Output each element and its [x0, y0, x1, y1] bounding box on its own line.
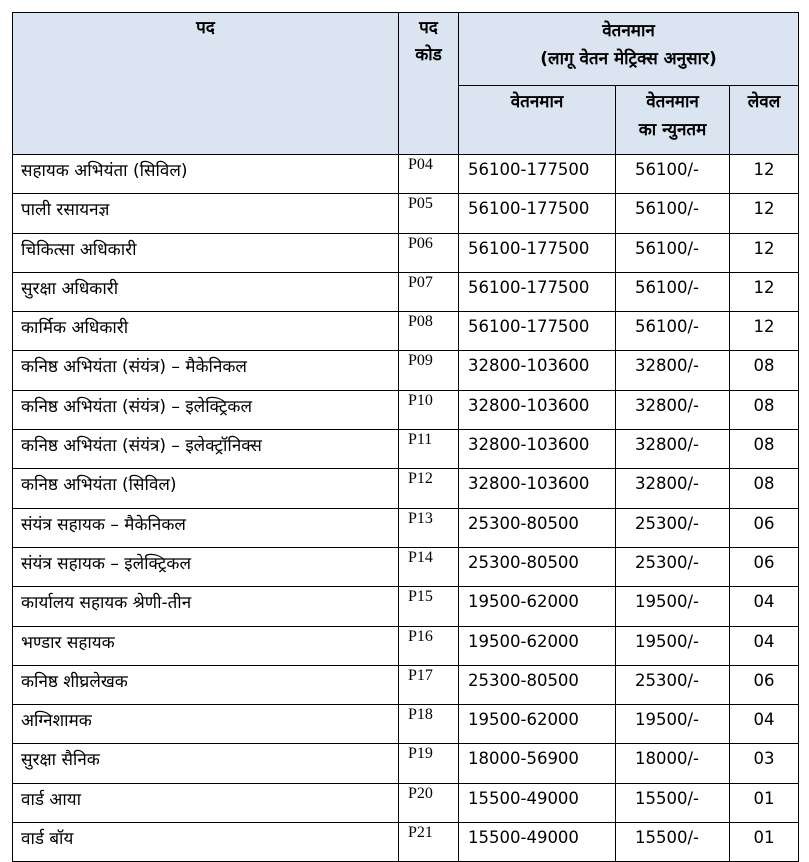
header-post-code-line2: कोड: [415, 45, 442, 65]
pay-scale-cell: 56100-177500: [459, 272, 616, 311]
table-header: [13, 13, 799, 155]
post-code-cell: P21: [399, 823, 459, 862]
post-name-cell: कार्यालय सहायक श्रेणी-तीन: [13, 587, 399, 626]
post-name-cell: कनिष्ठ शीघ्रलेखक: [13, 665, 399, 704]
pay-scale-cell: 32800-103600: [459, 430, 616, 469]
post-code-cell: P10: [399, 390, 459, 429]
post-code-cell: P19: [399, 744, 459, 783]
pay-scale-cell: 56100-177500: [459, 312, 616, 351]
post-code-cell: P11: [399, 430, 459, 469]
table-row: [13, 744, 799, 783]
pay-scale-cell: 56100-177500: [459, 233, 616, 272]
post-name-cell: सुरक्षा अधिकारी: [13, 272, 399, 311]
minimum-pay-cell: 56100/-: [616, 272, 730, 311]
table-row: [13, 430, 799, 469]
pay-scale-cell: 15500-49000: [459, 783, 616, 822]
level-cell: 12: [730, 312, 799, 351]
level-cell: 08: [730, 469, 799, 508]
post-name-cell: वार्ड बॉय: [13, 823, 399, 862]
minimum-pay-cell: 56100/-: [616, 155, 730, 194]
table-row: [13, 155, 799, 194]
header-level: लेवल: [730, 86, 799, 155]
pay-scale-cell: 18000-56900: [459, 744, 616, 783]
minimum-pay-cell: 32800/-: [616, 469, 730, 508]
table-row: [13, 390, 799, 429]
minimum-pay-cell: 56100/-: [616, 233, 730, 272]
level-cell: 08: [730, 430, 799, 469]
minimum-pay-cell: 56100/-: [616, 312, 730, 351]
header-minimum-line1: वेतनमान: [646, 92, 699, 112]
minimum-pay-cell: 19500/-: [616, 587, 730, 626]
post-code-cell: P12: [399, 469, 459, 508]
table-row: [13, 272, 799, 311]
post-code-cell: P18: [399, 705, 459, 744]
post-name-cell: वार्ड आया: [13, 783, 399, 822]
post-code-cell: P06: [399, 233, 459, 272]
post-name-cell: कनिष्ठ अभियंता (संयंत्र) – इलेक्ट्रिकल: [13, 390, 399, 429]
table-row: [13, 665, 799, 704]
minimum-pay-cell: 19500/-: [616, 705, 730, 744]
post-name-cell: कनिष्ठ अभियंता (संयंत्र) – मैकेनिकल: [13, 351, 399, 390]
post-code-cell: P16: [399, 626, 459, 665]
table-row: [13, 508, 799, 547]
table-row: [13, 705, 799, 744]
header-pay-scale-group-line2: (लागू वेतन मेट्रिक्स अनुसार): [540, 49, 717, 69]
pay-scale-cell: 19500-62000: [459, 626, 616, 665]
level-cell: 12: [730, 272, 799, 311]
table-body: [13, 155, 799, 862]
post-name-cell: कनिष्ठ अभियंता (सिविल): [13, 469, 399, 508]
pay-scale-table: [12, 12, 799, 862]
pay-scale-cell: 32800-103600: [459, 351, 616, 390]
post-name-cell: अग्निशामक: [13, 705, 399, 744]
minimum-pay-cell: 18000/-: [616, 744, 730, 783]
minimum-pay-cell: 56100/-: [616, 194, 730, 233]
post-code-cell: P17: [399, 665, 459, 704]
post-name-cell: सुरक्षा सैनिक: [13, 744, 399, 783]
minimum-pay-cell: 32800/-: [616, 351, 730, 390]
header-pay-scale: वेतनमान: [459, 86, 616, 155]
minimum-pay-cell: 19500/-: [616, 626, 730, 665]
table-row: [13, 547, 799, 586]
level-cell: 01: [730, 823, 799, 862]
table-row: [13, 351, 799, 390]
table-row: [13, 469, 799, 508]
level-cell: 06: [730, 665, 799, 704]
pay-scale-cell: 56100-177500: [459, 194, 616, 233]
post-code-cell: P05: [399, 194, 459, 233]
level-cell: 08: [730, 351, 799, 390]
minimum-pay-cell: 15500/-: [616, 783, 730, 822]
pay-scale-cell: 32800-103600: [459, 390, 616, 429]
post-name-cell: पाली रसायनज्ञ: [13, 194, 399, 233]
post-name-cell: भण्डार सहायक: [13, 626, 399, 665]
minimum-pay-cell: 32800/-: [616, 390, 730, 429]
pay-scale-cell: 56100-177500: [459, 155, 616, 194]
header-minimum-line2: का न्युनतम: [638, 120, 707, 140]
level-cell: 06: [730, 508, 799, 547]
post-code-cell: P08: [399, 312, 459, 351]
level-cell: 04: [730, 626, 799, 665]
pay-scale-cell: 32800-103600: [459, 469, 616, 508]
pay-scale-cell: 25300-80500: [459, 665, 616, 704]
header-post-code: [399, 13, 459, 155]
post-name-cell: संयंत्र सहायक – मैकेनिकल: [13, 508, 399, 547]
post-name-cell: चिकित्सा अधिकारी: [13, 233, 399, 272]
post-code-cell: P20: [399, 783, 459, 822]
level-cell: 01: [730, 783, 799, 822]
table-row: [13, 312, 799, 351]
minimum-pay-cell: 25300/-: [616, 547, 730, 586]
post-name-cell: संयंत्र सहायक – इलेक्ट्रिकल: [13, 547, 399, 586]
level-cell: 08: [730, 390, 799, 429]
level-cell: 12: [730, 194, 799, 233]
post-name-cell: कार्मिक अधिकारी: [13, 312, 399, 351]
table-row: [13, 626, 799, 665]
table-row: [13, 823, 799, 862]
post-code-cell: P04: [399, 155, 459, 194]
level-cell: 06: [730, 547, 799, 586]
minimum-pay-cell: 25300/-: [616, 665, 730, 704]
post-code-cell: P09: [399, 351, 459, 390]
header-post-code-line1: पद: [419, 18, 438, 38]
level-cell: 04: [730, 705, 799, 744]
pay-scale-cell: 19500-62000: [459, 705, 616, 744]
table-row: [13, 783, 799, 822]
table-row: [13, 194, 799, 233]
post-name-cell: सहायक अभियंता (सिविल): [13, 155, 399, 194]
pay-scale-cell: 25300-80500: [459, 508, 616, 547]
table-row: [13, 587, 799, 626]
level-cell: 03: [730, 744, 799, 783]
post-code-cell: P15: [399, 587, 459, 626]
header-post: पद: [13, 13, 399, 155]
table-row: [13, 233, 799, 272]
level-cell: 12: [730, 233, 799, 272]
level-cell: 04: [730, 587, 799, 626]
post-name-cell: कनिष्ठ अभियंता (संयंत्र) – इलेक्ट्रॉनिक्स: [13, 430, 399, 469]
post-code-cell: P07: [399, 272, 459, 311]
header-minimum: [616, 86, 730, 155]
pay-scale-cell: 15500-49000: [459, 823, 616, 862]
post-code-cell: P13: [399, 508, 459, 547]
pay-scale-cell: 19500-62000: [459, 587, 616, 626]
level-cell: 12: [730, 155, 799, 194]
minimum-pay-cell: 25300/-: [616, 508, 730, 547]
header-pay-scale-group: [459, 13, 799, 86]
pay-scale-cell: 25300-80500: [459, 547, 616, 586]
minimum-pay-cell: 15500/-: [616, 823, 730, 862]
minimum-pay-cell: 32800/-: [616, 430, 730, 469]
header-pay-scale-group-line1: वेतनमान: [602, 21, 655, 41]
post-code-cell: P14: [399, 547, 459, 586]
